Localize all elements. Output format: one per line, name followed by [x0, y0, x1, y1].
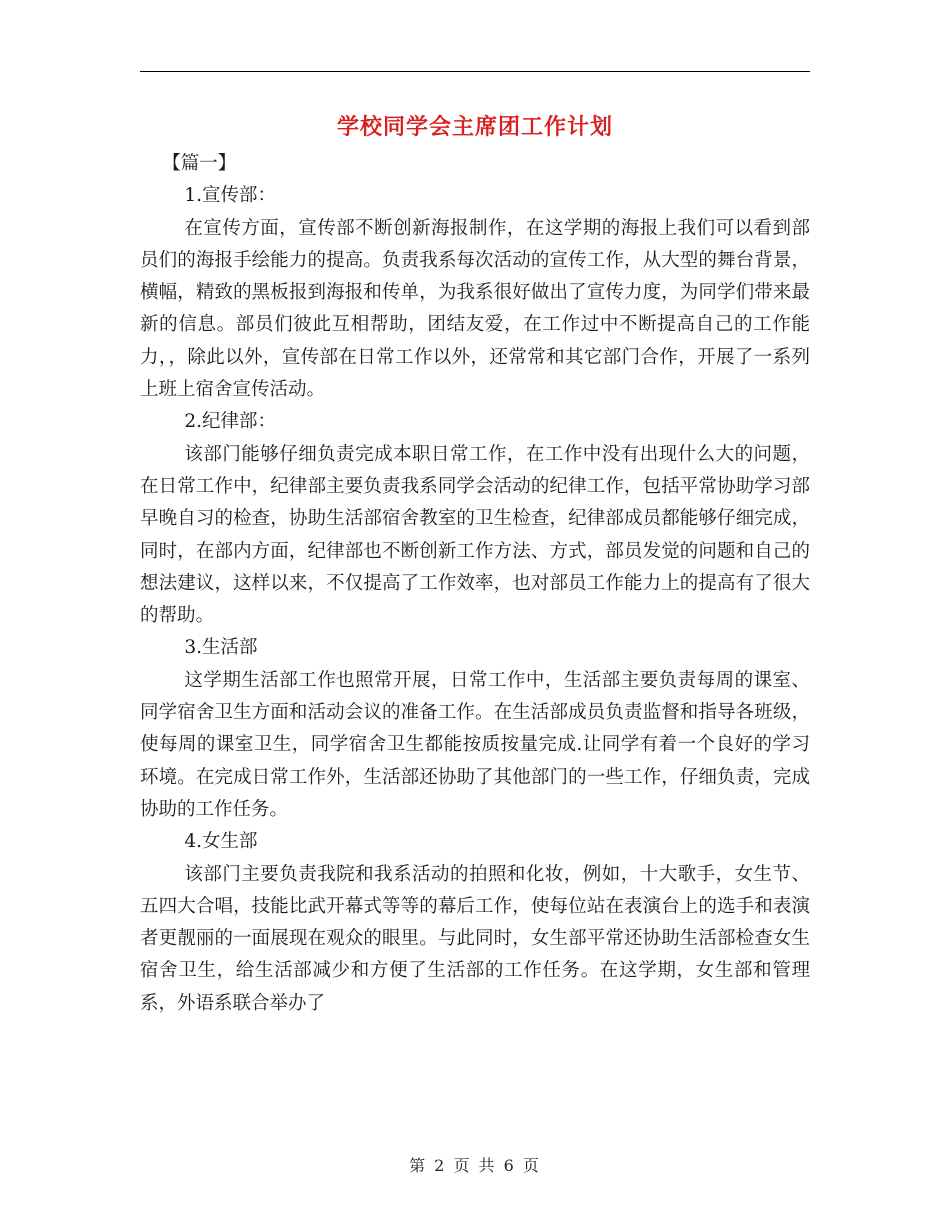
document-body [140, 148, 810, 1020]
paragraph-publicity: 在宣传方面，宣传部不断创新海报制作，在这学期的海报上我们可以看到部员们的海报手绘能力的提高。负责我系每次活动的宣传工作，从大型的舞台背景，横幅，精致的黑板报到海报和传单，为我系很好做出了宣传力度，为同学们带来最新的信息。部员们彼此互相帮助，团结友爱，在工作过中不断提高自己的工作能力，，除此以外，宣传部在日常工作以外，还常常和其它部门合作，开展了一系列上班上宿舍宣传活动。 [140, 217, 810, 401]
header-rule [140, 71, 810, 72]
paragraph-life: 这学期生活部工作也照常开展，日常工作中，生活部主要负责每周的课室、同学宿舍卫生方面和活动会议的准备工作。在生活部成员负责监督和指导各班级，使每周的课室卫生，同学宿舍卫生都能按质按量完成.让同学有着一个良好的学习环境。在完成日常工作外，生活部还协助了其他部门的一些工作，仔细负责，完成协助的工作任务。 [140, 669, 810, 820]
document-title: 学校同学会主席团工作计划 [336, 114, 613, 140]
page-footer: 第 2 页 共 6 页 [409, 1156, 541, 1175]
section-heading-female: 4.女生部 [184, 831, 258, 853]
section-heading-life: 3.生活部 [184, 637, 258, 659]
paragraph-discipline: 该部门能够仔细负责完成本职日常工作，在工作中没有出现什么大的问题，在日常工作中，纪律部主要负责我系同学会活动的纪律工作，包括平常协助学习部早晚自习的检查，协助生活部宿舍教室的卫生检查，纪律部成员都能够仔细完成，同时，在部内方面，纪律部也不断创新工作方法、方式，部员发觉的问题和自己的想法建议，这样以来，不仅提高了工作效率，也对部员工作能力上的提高有了很大的帮助。 [140, 443, 810, 627]
section-heading-discipline: 2.纪律部： [184, 411, 277, 433]
paragraph-female: 该部门主要负责我院和我系活动的拍照和化妆，例如，十大歌手，女生节、五四大合唱，技能比武开幕式等等的幕后工作，使每位站在表演台上的选手和表演者更靓丽的一面展现在观众的眼里。与此同时，女生部平常还协助生活部检查女生宿舍卫生，给生活部减少和方便了生活部的工作任务。在这学期，女生部和管理系，外语系联合举办了 [140, 863, 810, 1014]
section-tag: 【篇一】 [162, 153, 237, 174]
section-heading-publicity: 1.宣传部： [184, 185, 277, 207]
